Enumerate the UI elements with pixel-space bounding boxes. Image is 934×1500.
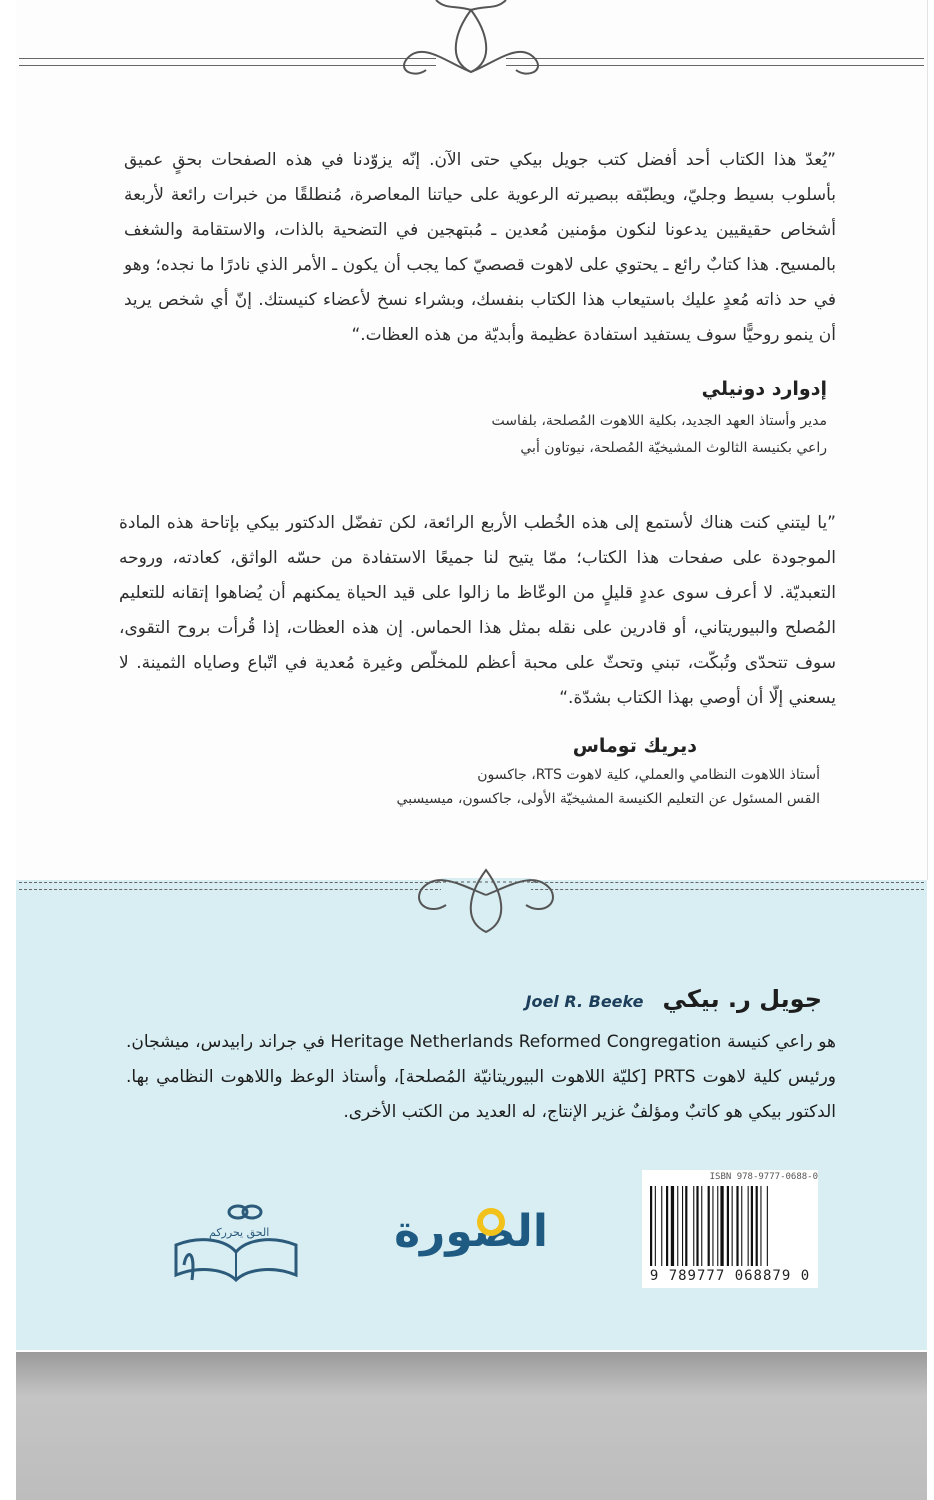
barcode-bar [677,1186,678,1266]
barcode-bar [756,1186,758,1266]
barcode-bar [685,1186,687,1266]
barcode-bar [661,1186,662,1266]
quote-1-author-line-2: راعي بكنيسة الثالوث المشيخيّة المُصلحة، نيوتاون أبي [520,440,827,456]
barcode-bar [682,1186,683,1266]
barcode-bar [655,1186,656,1266]
barcode-bar [741,1186,742,1266]
author-name-english: Joel R. Beeke [525,992,644,1011]
barcode-bar [708,1186,710,1266]
barcode-bar [701,1186,702,1266]
quote-2-text: ”يا ليتني كنت هناك لأستمع إلى هذه الخُطب الأربع الرائعة، لكن تفضّل الدكتور بيكي بإتاحة هذه المادة الموجودة على صفحات هذا الكتاب؛ ممّا يتيح لنا جميعًا الاستفادة من حسّه الواثق، كعادته، وروحه التعبديّة. لا أعرف سوى عددٍ قليلٍ من الوعّاظ ما زالوا على قيد الحياة يمكنهم أن يُضاهوا إتقانه للتعليم المُصلح والبيوريتاني، أو قادرين على نقله بمثل هذا الحماس. إن هذه العظات، إذا قُرأت بروح التقوى، سوف تتحدّى وتُبكّت، تبني وتحثّ على محبة أعظم للمخلّص وغيرة مُعدية في اتّباع وصاياه الثمينة. لا يسعني إلّا أن أوصي بهذا الكتاب بشدّة.“ [119,513,836,708]
page-margin [0,0,16,1500]
alsoura-logo-text: الصورة [394,1206,548,1257]
quote-1-author-line-1: مدير وأستاذ العهد الجديد، بكلية اللاهوت المُصلحة، بلفاست [491,413,827,429]
scan-bottom-edge [16,1352,927,1500]
author-name-arabic: جويل ر. بيكي [662,985,822,1013]
barcode-bar [767,1186,768,1266]
quote-2-author: ديريك توماس [572,735,697,757]
barcode-bar [650,1186,652,1266]
barcode-bar [693,1186,694,1266]
middle-ornament [401,860,571,940]
barcode-bar [720,1186,723,1266]
endorsement-quote-2 [119,506,836,716]
barcode-bar [736,1186,738,1266]
quote-1-author: إدوارد دونيلي [701,378,827,400]
isbn-text: ISBN 978-9777-0688-0 [709,1172,818,1182]
author-bio-heading [526,985,823,1013]
barcode-number: 9 789777 068879 0 [649,1268,811,1284]
barcode-bar [751,1186,753,1266]
barcode-bar [696,1186,698,1266]
barcode-bar [666,1186,668,1266]
barcode-bar [760,1186,761,1266]
book-publisher-logo [166,1190,306,1294]
barcode-bar [748,1186,749,1266]
barcode-bars [648,1186,814,1266]
quote-2-author-line-1: أستاذ اللاهوت النظامي والعملي، كلية لاهوت RTS، جاكسون [477,767,820,783]
endorsement-quote-1 [124,143,836,353]
back-cover [16,0,927,1350]
barcode-bar [727,1186,729,1266]
alsoura-logo [371,1198,571,1274]
quote-2-author-line-2: القس المسئول عن التعليم الكنيسة المشيخيّة الأولى، جاكسون، ميسيسبي [396,791,820,807]
quote-1-text: ”يُعدّ هذا الكتاب أحد أفضل كتب جويل بيكي حتى الآن. إنّه يزوّدنا في هذه الصفحات بحقٍ عميق بأسلوب بسيط وجليّ، ويطبّقه ببصيرته الرعوية على حياتنا المعاصرة، مُنطلقًا من خبرات رائعة لأربعة أشخاص حقيقيين يدعونا لنكون مؤمنين مُعدين ـ مُبتهجين في التضحية بالذات، والاستقامة والشغف بالمسيح. هذا كتابٌ رائع ـ يحتوي على لاهوت قصصيّ كما يجب أن يكون ـ الأمر الذي نادرًا ما نجده؛ وهو في حد ذاته مُعدٍ عليك باستيعاب هذا الكتاب بنفسك، وبشراء نسخ لأعضاء كنيستك. إنّ أي شخص يريد أن ينمو روحيًّا سوف يستفيد استفادة عظيمة وأبديّة من هذه العظات.“ [124,150,836,345]
barcode-bar [712,1186,713,1266]
book-publisher-caption: الحق يحرركم [209,1226,270,1239]
barcode-bar [717,1186,718,1266]
top-ornament [386,0,556,80]
isbn-barcode [642,1170,818,1288]
author-bio-text: هو راعي كنيسة Heritage Netherlands Reformed Congregation في جراند رابيدس، ميشجان. ورئيس كلية لاهوت PRTS [كليّة اللاهوت البيوريتانيّة المُصلحة]، وأستاذ الوعظ واللاهوت النظامي بها. الدكتور بيكي هو كاتبٌ ومؤلفٌ غزير الإنتاج، له العديد من الكتب الأخرى. [126,1032,837,1122]
barcode-bar [732,1186,733,1266]
barcode-bar [671,1186,674,1266]
